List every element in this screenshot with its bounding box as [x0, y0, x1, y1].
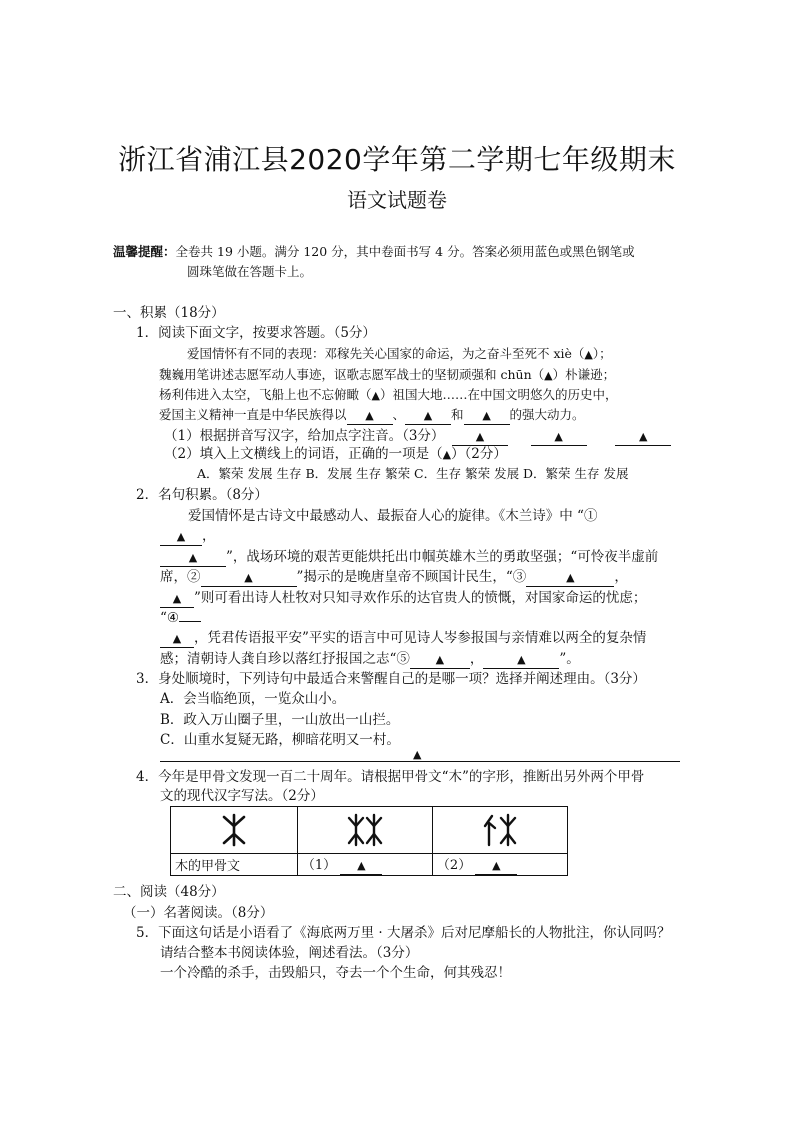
section-2-sub-heading: （一）名著阅读。（8分）: [123, 905, 274, 921]
q3-option-c: C．山重水复疑无路，柳暗花明又一村。: [160, 732, 400, 748]
answer-blank-mark: ▲: [176, 530, 186, 543]
oracle-mu-glyph-icon: [219, 812, 249, 848]
fill-blank: [531, 428, 587, 446]
q1-stem: 1．阅读下面文字，按要求答题。（5分）: [136, 325, 376, 341]
passage-text: 和: [451, 407, 464, 422]
fill-blank: [405, 407, 451, 425]
q4-stem-1: 4．今年是甲骨文发现一百二十周年。请根据甲骨文“木”的字形，推断出另外两个甲骨: [136, 769, 645, 785]
fill-blank: [347, 407, 393, 425]
glyph-cell-xiu: [432, 807, 567, 854]
q1-options: A．繁荣 发展 生存 B．发展 生存 繁荣 C．生存 繁荣 发展 D．繁荣 生存 发展: [197, 466, 629, 481]
reminder-label: 温馨提醒：: [113, 244, 176, 259]
q2-stem: 2．名句积累。（8分）: [136, 487, 268, 503]
answer-blank-mark: ▲: [638, 430, 648, 443]
oracle-xiu-glyph-icon: [480, 812, 520, 848]
q2-line-3: [160, 547, 658, 567]
glyph-label-mu: 木的甲骨文: [171, 854, 298, 876]
q2-text: ”揭示的是晚唐皇帝不顾国计民生，“③: [296, 569, 527, 585]
q2-line-2: [160, 526, 216, 546]
passage-text: 魏巍用笔讲述志愿军动人事迹，讴歌志愿军战士的坚韧顽强和 chūn（: [159, 367, 545, 382]
passage-text: 的强大动力。: [509, 407, 585, 422]
fill-blank: [160, 590, 194, 608]
fill-blank: [615, 428, 671, 446]
q2-text: ”。: [559, 651, 580, 667]
oracle-lin-glyph-icon: [345, 812, 385, 848]
q3-option-b: B．政入万山圈子里，一山放出一山拦。: [160, 712, 400, 728]
section-2-heading: 二、阅读（48分）: [113, 884, 225, 900]
passage-text: ）；: [592, 346, 612, 361]
q2-text: ”，战场环境的艰苦更能烘托出巾帼英雄木兰的勇敢坚强；“可怜夜半虚前: [226, 549, 659, 565]
answer-blank-mark: ▲: [442, 448, 452, 461]
fill-blank: [464, 407, 510, 425]
fill-blank: [410, 651, 470, 669]
reminder-line-2: 圆珠笔做在答题卡上。: [187, 264, 313, 279]
answer-blank-mark: ▲: [244, 571, 253, 584]
passage-text: 爱国主义精神一直是中华民族得以: [159, 407, 347, 422]
passage-text: 爱国情怀有不同的表现：邓稼先关心国家的命运，为之奋斗至死不 xiè（: [187, 346, 585, 361]
answer-blank-mark: ▲: [413, 748, 422, 761]
q2-text: 席，②: [160, 569, 201, 585]
answer-blank-mark: ▲: [544, 369, 553, 382]
fill-blank: [160, 549, 226, 567]
q3-answer-line: [160, 761, 680, 762]
fill-blank: [179, 621, 201, 622]
q5-line-2: 请结合整本书阅读体验，阐述看法。（3分）: [160, 945, 419, 961]
q3-stem: 3．身处顺境时，下列诗句中最适合来警醒自己的是哪一项？选择并阐述理由。（3分）: [136, 671, 646, 687]
fill-blank: [475, 858, 517, 875]
passage-text: 杨利伟进入太空，飞船上也不忘俯瞰（: [159, 387, 372, 402]
q1-sub-2: [164, 444, 507, 465]
fill-blank: [160, 630, 194, 648]
q1-sub-1-blanks: [452, 426, 671, 446]
answer-blank-mark: ▲: [365, 409, 374, 422]
q4-stem-2: 文的现代汉字写法。（2分）: [160, 788, 324, 804]
answer-blank-mark: ▲: [475, 430, 485, 443]
fill-blank: [526, 569, 614, 587]
page-subtitle: 语文试题卷: [347, 188, 447, 212]
answer-blank-mark: ▲: [554, 430, 563, 443]
answer-blank-mark: ▲: [371, 389, 380, 402]
passage-text: ）祖国大地……在中国文明悠久的历史中，: [379, 387, 618, 402]
fill-blank: [160, 528, 202, 546]
section-1-heading: 一、积累（18分）: [113, 305, 225, 321]
fill-blank: [201, 569, 297, 587]
answer-label: （2）: [436, 858, 472, 873]
sub-question-text: ）（2分）: [451, 446, 507, 462]
reminder-text-1: 全卷共 19 小题。满分 120 分，其中卷面书写 4 分。答案必须用蓝色或黑色钢笔或: [175, 244, 635, 259]
q2-line-6: [160, 608, 201, 628]
q2-line-8: [160, 649, 580, 669]
glyph-answer-2: [432, 854, 567, 876]
q3-option-a: A．会当临绝顶，一览众山小。: [160, 691, 346, 707]
q5-line-1: 5．下面这句话是小语看了《海底两万里 · 大屠杀》后对尼摩船长的人物批注，你认同吗？: [136, 925, 671, 941]
page-title: 浙江省浦江县2020学年第二学期七年级期末: [118, 143, 676, 176]
answer-label: （1）: [301, 858, 337, 873]
passage-text: ）朴谦逊；: [552, 367, 616, 382]
q1-passage-line-1: [187, 344, 612, 365]
q2-line-4: [160, 567, 628, 587]
oracle-bone-table: [170, 806, 568, 876]
glyph-cell-lin: [297, 807, 432, 854]
q2-line-1: 爱国情怀是古诗文中最感动人、最振奋人心的旋律。《木兰诗》中 “①: [188, 508, 598, 524]
q2-text: ，: [469, 651, 484, 667]
sub-question-text: （1）根据拼音写汉字，给加点字注音。（3分）: [164, 428, 445, 444]
answer-blank-mark: ▲: [435, 653, 445, 666]
fill-blank: [483, 651, 559, 669]
q2-text: ”则可看出诗人杜牧对只知寻欢作乐的达官贵人的愤慨，对国家命运的忧虑；: [194, 590, 647, 606]
fill-blank: [340, 858, 382, 875]
q2-text: “④: [160, 610, 180, 626]
glyph-cell-mu: [171, 807, 298, 854]
answer-blank-mark: ▲: [517, 653, 526, 666]
answer-blank-mark: ▲: [482, 409, 491, 422]
q2-line-7: [160, 628, 646, 648]
q1-sub-1: [164, 426, 444, 446]
q1-passage-line-2: [159, 365, 615, 386]
answer-blank-mark: ▲: [492, 859, 501, 872]
glyph-answer-1: [297, 854, 432, 876]
q1-passage-line-3: [159, 385, 618, 406]
answer-blank-mark: ▲: [584, 348, 593, 361]
answer-blank-mark: ▲: [566, 571, 575, 584]
answer-blank-mark: ▲: [423, 409, 433, 422]
q2-text: ，: [614, 569, 628, 585]
passage-text: 、: [392, 407, 406, 422]
answer-blank-mark: ▲: [172, 632, 182, 645]
answer-blank-mark: ▲: [188, 551, 198, 564]
q2-text: ，: [202, 528, 216, 544]
sub-question-text: （2）填入上文横线上的词语，正确的一项是（: [164, 446, 443, 462]
reminder-line-1: [113, 242, 635, 262]
q2-text: 感；清朝诗人龚自珍以落红抒报国之志“⑤: [160, 651, 410, 667]
answer-blank-mark: ▲: [172, 592, 182, 605]
answer-blank-mark: ▲: [357, 859, 366, 872]
q1-passage-line-4: [159, 405, 585, 425]
q2-line-5: [160, 588, 646, 608]
q2-text: ，凭君传语报平安”平实的语言中可见诗人岑参报国与亲情难以两全的复杂情: [194, 630, 647, 646]
q5-line-3: 一个冷酷的杀手，击毁船只，夺去一个个生命，何其残忍！: [160, 965, 511, 981]
